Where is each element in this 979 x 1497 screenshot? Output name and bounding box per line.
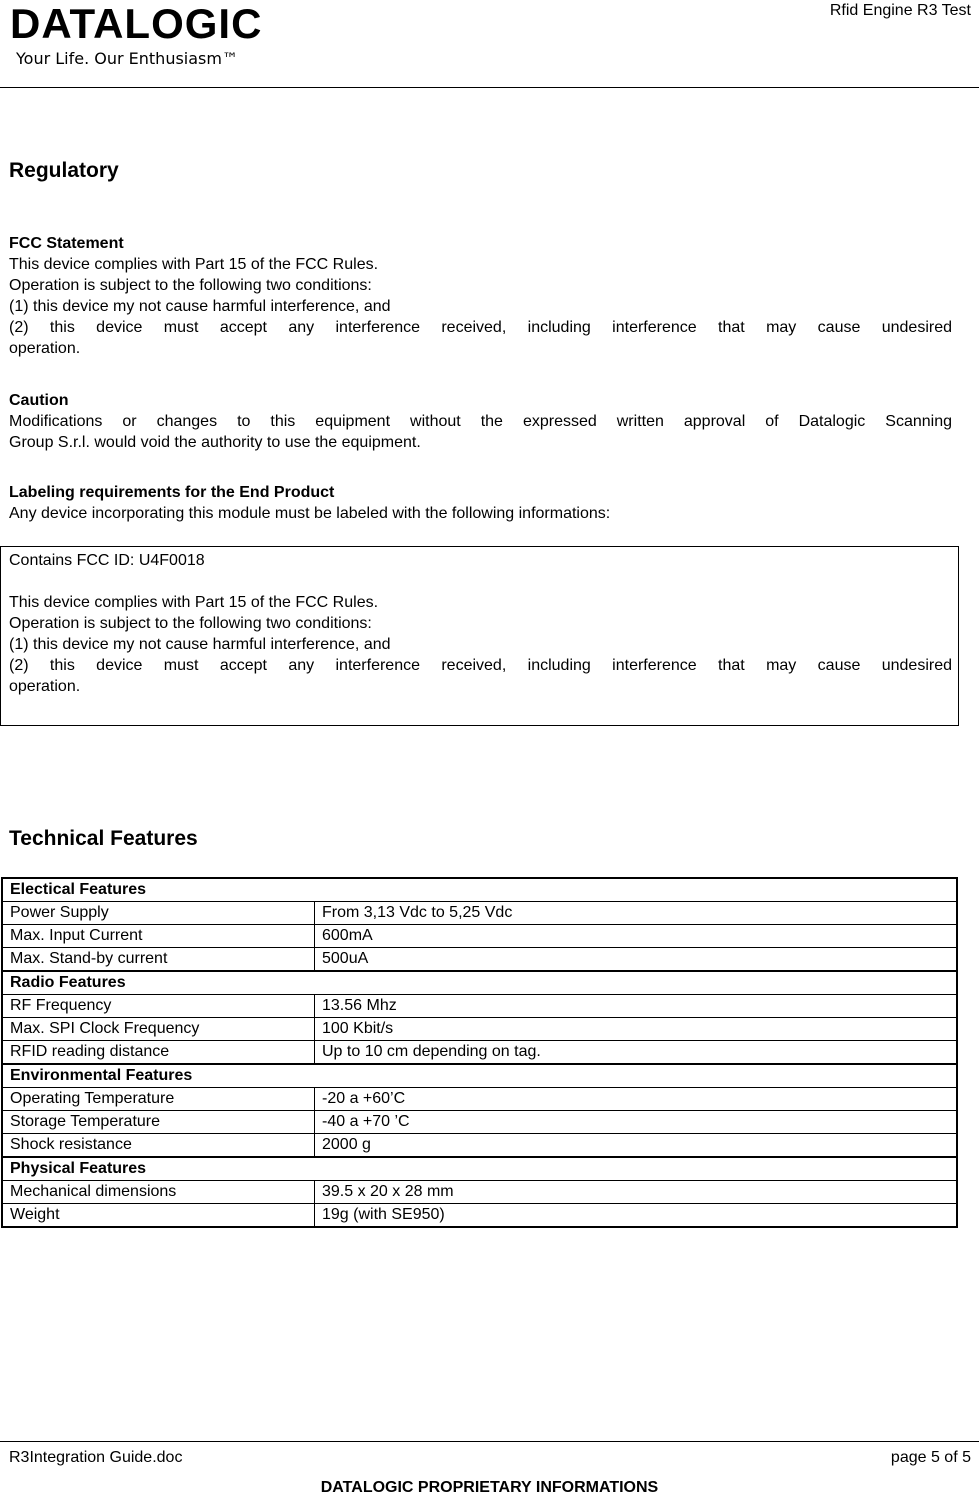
table-group-row bbox=[2, 1157, 957, 1181]
feature-name: Max. Stand-by current bbox=[2, 948, 315, 972]
group-label: Electical Features bbox=[2, 878, 957, 902]
feature-value: -40 a +70 ’C bbox=[315, 1111, 958, 1134]
fcc-id: Contains FCC ID: U4F0018 bbox=[9, 552, 205, 569]
table-group-row bbox=[2, 971, 957, 995]
fcc-line-1: This device complies with Part 15 of the FCC Rules. bbox=[9, 256, 379, 273]
feature-value: From 3,13 Vdc to 5,25 Vdc bbox=[315, 902, 958, 925]
feature-value: 2000 g bbox=[315, 1134, 958, 1158]
feature-name: Storage Temperature bbox=[2, 1111, 315, 1134]
feature-value: Up to 10 cm depending on tag. bbox=[315, 1041, 958, 1065]
labeling-line-1: Any device incorporating this module must be labeled with the following informations: bbox=[9, 505, 611, 522]
fcc-line-5: operation. bbox=[9, 340, 81, 357]
feature-name: Power Supply bbox=[2, 902, 315, 925]
fcc-line-2: Operation is subject to the following two conditions: bbox=[9, 277, 372, 294]
feature-value: 13.56 Mhz bbox=[315, 995, 958, 1018]
feature-value: -20 a +60’C bbox=[315, 1088, 958, 1111]
feature-name: Operating Temperature bbox=[2, 1088, 315, 1111]
technical-features-heading: Technical Features bbox=[9, 827, 198, 850]
fcc-statement-heading: FCC Statement bbox=[9, 235, 124, 252]
caution-line-2: Group S.r.l. would void the authority to use the equipment. bbox=[9, 434, 421, 451]
document-title: Rfid Engine R3 Test bbox=[829, 2, 971, 19]
footer-divider bbox=[0, 1441, 979, 1442]
table-row bbox=[2, 1204, 957, 1228]
footer-notice: DATALOGIC PROPRIETARY INFORMATIONS bbox=[320, 1479, 659, 1496]
caution-line-1: Modifications or changes to this equipment without the expressed written approval of Datalogic Scanning bbox=[9, 413, 952, 430]
table-row bbox=[2, 995, 957, 1018]
feature-value: 19g (with SE950) bbox=[315, 1204, 958, 1228]
table-row bbox=[2, 1181, 957, 1204]
logo-wordmark: DATALOGIC bbox=[10, 2, 263, 47]
label-line-4: (2) this device must accept any interference received, including interference that may cause undesired bbox=[9, 657, 952, 674]
header-divider bbox=[0, 87, 979, 88]
group-label: Environmental Features bbox=[2, 1064, 957, 1088]
datalogic-logo bbox=[10, 2, 282, 70]
table-row bbox=[2, 1111, 957, 1134]
feature-value: 39.5 x 20 x 28 mm bbox=[315, 1181, 958, 1204]
feature-value: 600mA bbox=[315, 925, 958, 948]
label-line-1: This device complies with Part 15 of the FCC Rules. bbox=[9, 594, 379, 611]
feature-name: Shock resistance bbox=[2, 1134, 315, 1158]
table-row bbox=[2, 925, 957, 948]
feature-name: Mechanical dimensions bbox=[2, 1181, 315, 1204]
feature-value: 100 Kbit/s bbox=[315, 1018, 958, 1041]
technical-features-table bbox=[1, 877, 958, 1228]
footer-filename: R3Integration Guide.doc bbox=[9, 1449, 183, 1466]
label-line-3: (1) this device my not cause harmful interference, and bbox=[9, 636, 391, 653]
caution-section bbox=[9, 390, 952, 453]
table-row bbox=[2, 1134, 957, 1158]
table-row bbox=[2, 1018, 957, 1041]
feature-name: Max. Input Current bbox=[2, 925, 315, 948]
feature-name: RF Frequency bbox=[2, 995, 315, 1018]
logo-tagline: Your Life. Our Enthusiasm™ bbox=[16, 49, 238, 68]
fcc-statement-section bbox=[9, 233, 952, 359]
feature-name: Weight bbox=[2, 1204, 315, 1228]
table-group-row bbox=[2, 1064, 957, 1088]
fcc-line-4: (2) this device must accept any interference received, including interference that may cause undesired bbox=[9, 319, 952, 336]
table-row bbox=[2, 902, 957, 925]
label-line-5: operation. bbox=[9, 678, 81, 695]
feature-name: RFID reading distance bbox=[2, 1041, 315, 1065]
fcc-line-3: (1) this device my not cause harmful interference, and bbox=[9, 298, 391, 315]
label-line-2: Operation is subject to the following two conditions: bbox=[9, 615, 372, 632]
labeling-section bbox=[9, 482, 952, 524]
table-row bbox=[2, 948, 957, 972]
regulatory-heading: Regulatory bbox=[9, 159, 119, 182]
fcc-label-box bbox=[0, 546, 959, 726]
footer-page-number: page 5 of 5 bbox=[890, 1449, 971, 1466]
table-group-row bbox=[2, 878, 957, 902]
feature-name: Max. SPI Clock Frequency bbox=[2, 1018, 315, 1041]
caution-heading: Caution bbox=[9, 392, 69, 409]
table-row bbox=[2, 1088, 957, 1111]
table-row bbox=[2, 1041, 957, 1065]
feature-value: 500uA bbox=[315, 948, 958, 972]
labeling-heading: Labeling requirements for the End Product bbox=[9, 484, 335, 501]
group-label: Radio Features bbox=[2, 971, 957, 995]
group-label: Physical Features bbox=[2, 1157, 957, 1181]
